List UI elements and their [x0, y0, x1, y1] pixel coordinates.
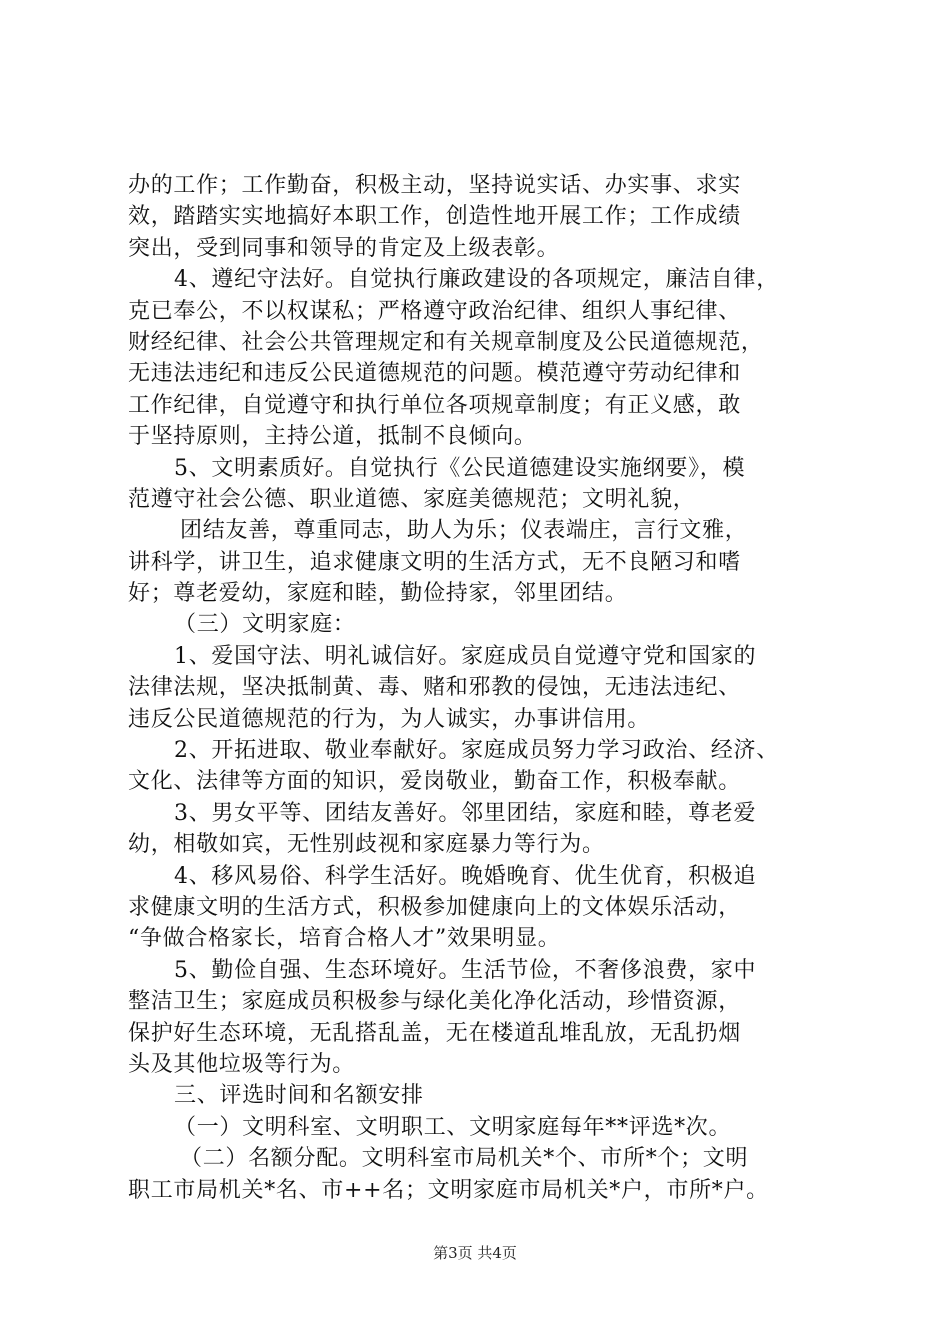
text-line: 4、移风易俗、科学生活好。晚婚晚育、优生优育，积极追 — [174, 863, 757, 889]
text-line: 文化、法律等方面的知识，爱岗敬业，勤奋工作，积极奉献。 — [128, 769, 741, 795]
document-body — [128, 170, 828, 1206]
text-line: 法律法规，坚决抵制黄、毒、赌和邪教的侵蚀，无违法违纪、 — [128, 675, 741, 701]
text-line: 无违法违纪和违反公民道德规范的问题。模范遵守劳动纪律和 — [128, 361, 741, 387]
text-line: 三、评选时间和名额安排 — [174, 1083, 424, 1109]
text-line: （三）文明家庭： — [174, 612, 356, 638]
text-line: 幼，相敬如宾，无性别歧视和家庭暴力等行为。 — [128, 832, 605, 858]
text-line: 克已奉公，不以权谋私；严格遵守政治纪律、组织人事纪律、 — [128, 298, 741, 324]
text-line: 求健康文明的生活方式，积极参加健康向上的文体娱乐活动， — [128, 894, 741, 920]
text-line: 财经纪律、社会公共管理规定和有关规章制度及公民道德规范， — [128, 329, 764, 355]
text-line: 团结友善，尊重同志，助人为乐；仪表端庄，言行文雅， — [180, 518, 748, 544]
text-line: 效，踏踏实实地搞好本职工作，创造性地开展工作；工作成绩 — [128, 204, 741, 230]
text-line: 头及其他垃圾等行为。 — [128, 1051, 356, 1077]
text-line: 突出，受到同事和领导的肯定及上级表彰。 — [128, 235, 560, 261]
text-line: 办的工作；工作勤奋，积极主动，坚持说实话、办实事、求实 — [128, 173, 741, 198]
text-line: 整洁卫生；家庭成员积极参与绿化美化净化活动，珍惜资源， — [128, 989, 741, 1015]
text-line: 违反公民道德规范的行为，为人诚实，办事讲信用。 — [128, 706, 651, 732]
text-line: 职工市局机关*名、市++名；文明家庭市局机关*户，市所*户。 — [128, 1177, 769, 1203]
page-footer: 第3页 共4页 — [433, 1244, 517, 1262]
text-line: 范遵守社会公德、职业道德、家庭美德规范；文明礼貌， — [128, 486, 696, 512]
text-line: 讲科学，讲卫生，追求健康文明的生活方式，无不良陋习和嗜 — [128, 549, 741, 575]
text-line: （二）名额分配。文明科室市局机关*个、市所*个；文明 — [180, 1146, 749, 1172]
text-line: 3、男女平等、团结友善好。邻里团结，家庭和睦，尊老爱 — [174, 800, 757, 826]
text-line: 1、爱国守法、明礼诚信好。家庭成员自觉遵守党和国家的 — [174, 643, 757, 669]
text-line: 于坚持原则，主持公道，抵制不良倾向。 — [128, 424, 537, 450]
text-line: 好；尊老爱幼，家庭和睦，勤俭持家，邻里团结。 — [128, 581, 628, 607]
text-line: 工作纪律，自觉遵守和执行单位各项规章制度；有正义感，敢 — [128, 392, 741, 418]
text-line: “争做合格家长，培育合格人才”效果明显。 — [128, 926, 561, 952]
text-line: 5、勤俭自强、生态环境好。生活节俭，不奢侈浪费，家中 — [174, 957, 757, 983]
text-line: （一）文明科室、文明职工、文明家庭每年**评选*次。 — [174, 1114, 732, 1140]
text-line: 5、文明素质好。自觉执行《公民道德建设实施纲要》，模 — [174, 455, 746, 481]
text-line: 保护好生态环境，无乱搭乱盖，无在楼道乱堆乱放，无乱扔烟 — [128, 1020, 741, 1046]
text-line: 2、开拓进取、敬业奉献好。家庭成员努力学习政治、经济、 — [174, 738, 779, 764]
text-line: 4、遵纪守法好。自觉执行廉政建设的各项规定，廉洁自律， — [174, 267, 779, 293]
